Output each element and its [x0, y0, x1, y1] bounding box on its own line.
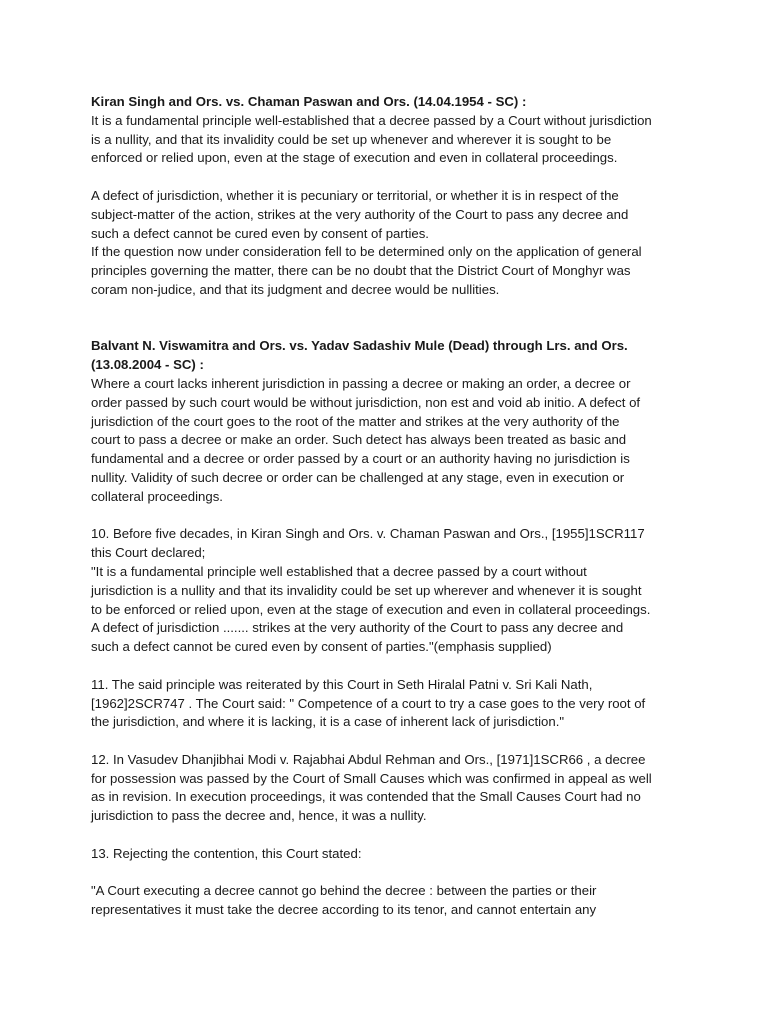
text-line: the jurisdiction, and where it is lacking, it is a case of inherent lack of jurisdiction."	[91, 714, 565, 730]
text-line: order passed by such court would be without jurisdiction, non est and void ab initio. A defect of	[91, 394, 641, 410]
case-heading-line: (13.08.2004 - SC) :	[91, 357, 204, 373]
paragraph-gap	[91, 657, 691, 676]
paragraph-gap	[91, 168, 691, 187]
text-line: court to pass a decree or make an order. Such detect has always been treated as basic and	[91, 432, 627, 448]
text-line: as in revision. In execution proceedings, it was contended that the Small Causes Court had no	[91, 789, 641, 805]
paragraph-gap	[91, 732, 691, 751]
text-line: this Court declared;	[91, 545, 206, 561]
text-line: for possession was passed by the Court of Small Causes which was confirmed in appeal as well	[91, 770, 652, 786]
text-line: 10. Before five decades, in Kiran Singh and Ors. v. Chaman Paswan and Ors., [1955]1SCR117	[91, 526, 645, 542]
text-line: jurisdiction of the court goes to the root of the matter and strikes at the very authority of the	[91, 413, 620, 429]
text-line: If the question now under consideration fell to be determined only on the application of general	[91, 244, 642, 260]
text-line: representatives it must take the decree according to its tenor, and cannot entertain any	[91, 902, 597, 918]
text-line: enforced or relied upon, even at the stage of execution and even in collateral proceedings.	[91, 150, 618, 166]
text-line: It is a fundamental principle well-established that a decree passed by a Court without jurisdiction	[91, 112, 652, 128]
text-line: [1962]2SCR747 . The Court said: " Competence of a court to try a case goes to the very root of	[91, 695, 646, 711]
text-line: jurisdiction to pass the decree and, hence, it was a nullity.	[91, 808, 427, 824]
text-line: "It is a fundamental principle well established that a decree passed by a court without	[91, 563, 587, 579]
text-line: jurisdiction is a nullity and that its invalidity could be set up wherever and whenever it is sought	[91, 582, 642, 598]
paragraph-gap	[91, 864, 691, 883]
text-line: A defect of jurisdiction ....... strikes at the very authority of the Court to pass any decree and	[91, 620, 624, 636]
text-line: to be enforced or relied upon, even at the stage of execution and even in collateral proceedings.	[91, 601, 651, 617]
document-body	[91, 93, 691, 920]
paragraph-gap	[91, 507, 691, 526]
text-line: is a nullity, and that its invalidity could be set up whenever and wherever it is sought to be	[91, 131, 612, 147]
text-line: 13. Rejecting the contention, this Court stated:	[91, 845, 362, 861]
paragraph-gap	[91, 826, 691, 845]
text-line: collateral proceedings.	[91, 488, 223, 504]
case-heading-line: Balvant N. Viswamitra and Ors. vs. Yadav Sadashiv Mule (Dead) through Lrs. and Ors.	[91, 338, 628, 354]
text-line: 12. In Vasudev Dhanjibhai Modi v. Rajabhai Abdul Rehman and Ors., [1971]1SCR66 , a decree	[91, 751, 646, 767]
text-line: Where a court lacks inherent jurisdiction in passing a decree or making an order, a decree or	[91, 375, 631, 391]
text-line: "A Court executing a decree cannot go behind the decree : between the parties or their	[91, 883, 597, 899]
text-line: A defect of jurisdiction, whether it is pecuniary or territorial, or whether it is in respect of the	[91, 187, 619, 203]
text-line: principles governing the matter, there can be no doubt that the District Court of Monghyr was	[91, 263, 631, 279]
paragraph-gap	[91, 300, 691, 338]
text-line: such a defect cannot be cured even by consent of parties.	[91, 225, 429, 241]
text-line: coram non-judice, and that its judgment and decree would be nullities.	[91, 281, 500, 297]
text-line: fundamental and a decree or order passed by a court or an authority having no jurisdiction is	[91, 451, 630, 467]
text-line: 11. The said principle was reiterated by this Court in Seth Hiralal Patni v. Sri Kali Nath,	[91, 676, 593, 692]
text-line: such a defect cannot be cured even by consent of parties."(emphasis supplied)	[91, 639, 552, 655]
text-line: nullity. Validity of such decree or order can be challenged at any stage, even in execution or	[91, 469, 625, 485]
text-line: subject-matter of the action, strikes at the very authority of the Court to pass any decree and	[91, 206, 629, 222]
case-heading-line: Kiran Singh and Ors. vs. Chaman Paswan and Ors. (14.04.1954 - SC) :	[91, 94, 527, 109]
